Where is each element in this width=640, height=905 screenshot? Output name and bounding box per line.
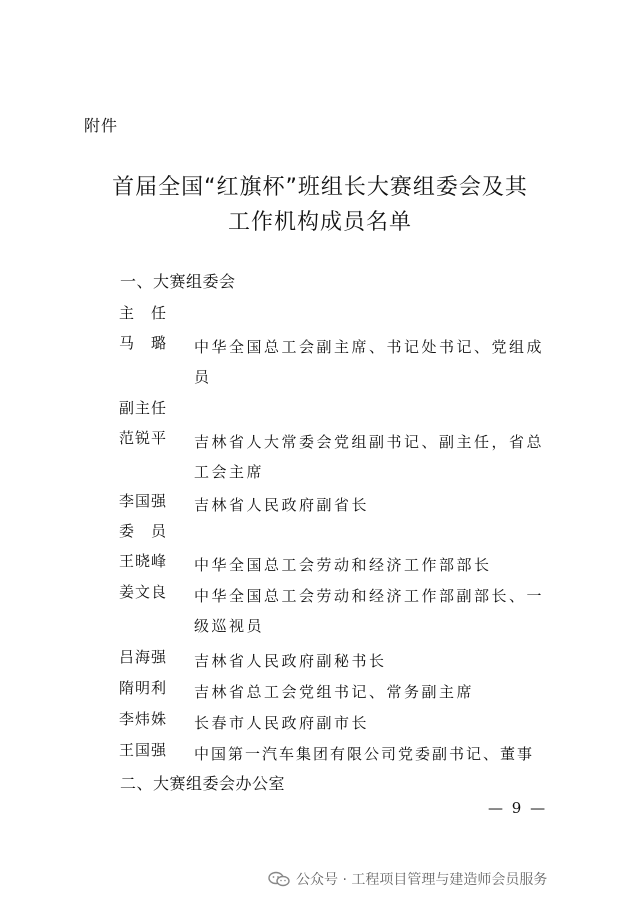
member-name: 马 璐 — [119, 334, 168, 352]
member-duty: 中华全国总工会副主席、书记处书记、党组成员 — [194, 338, 545, 386]
member-name: 范锐平 — [119, 429, 168, 447]
member-name: 吕海强 — [119, 648, 168, 666]
member-duty: 吉林省人民政府副省长 — [194, 496, 370, 514]
member-name: 李国强 — [119, 492, 168, 510]
page-number: — 9 — — [488, 799, 548, 817]
attachment-label: 附件 — [84, 116, 119, 135]
member-duty: 中华全国总工会劳动和经济工作部部长 — [194, 556, 492, 574]
doc-title-line-1: 首届全国“红旗杯”班组长大赛组委会及其 — [112, 175, 528, 200]
wechat-icon — [268, 871, 290, 887]
section-heading-committee: 一、大赛组委会 — [120, 272, 236, 291]
watermark-footer — [268, 869, 547, 889]
section-heading-office: 二、大赛组委会办公室 — [120, 774, 286, 793]
member-name: 隋明利 — [119, 679, 168, 697]
doc-title-line-2: 工作机构成员名单 — [227, 210, 412, 235]
member-name: 李炜姝 — [119, 710, 168, 728]
member-name: 王晓峰 — [119, 552, 168, 570]
member-duty: 吉林省总工会党组书记、常务副主席 — [194, 683, 475, 701]
member-duty: 吉林省人大常委会党组副书记、副主任，省总工会主席 — [194, 433, 545, 481]
role-director: 主 任 — [119, 304, 168, 322]
member-name: 王国强 — [119, 741, 168, 759]
member-duty: 长春市人民政府副市长 — [194, 714, 370, 732]
member-name: 姜文良 — [119, 583, 168, 601]
role-members: 委 员 — [119, 522, 168, 540]
role-deputy: 副主任 — [119, 399, 168, 417]
member-duty: 吉林省人民政府副秘书长 — [194, 652, 387, 670]
watermark-text: 公众号 · 工程项目管理与建造师会员服务 — [296, 872, 548, 888]
member-duty: 中华全国总工会劳动和经济工作部副部长、一级巡视员 — [194, 587, 545, 635]
member-duty: 中国第一汽车集团有限公司党委副书记、董事 — [194, 745, 535, 763]
